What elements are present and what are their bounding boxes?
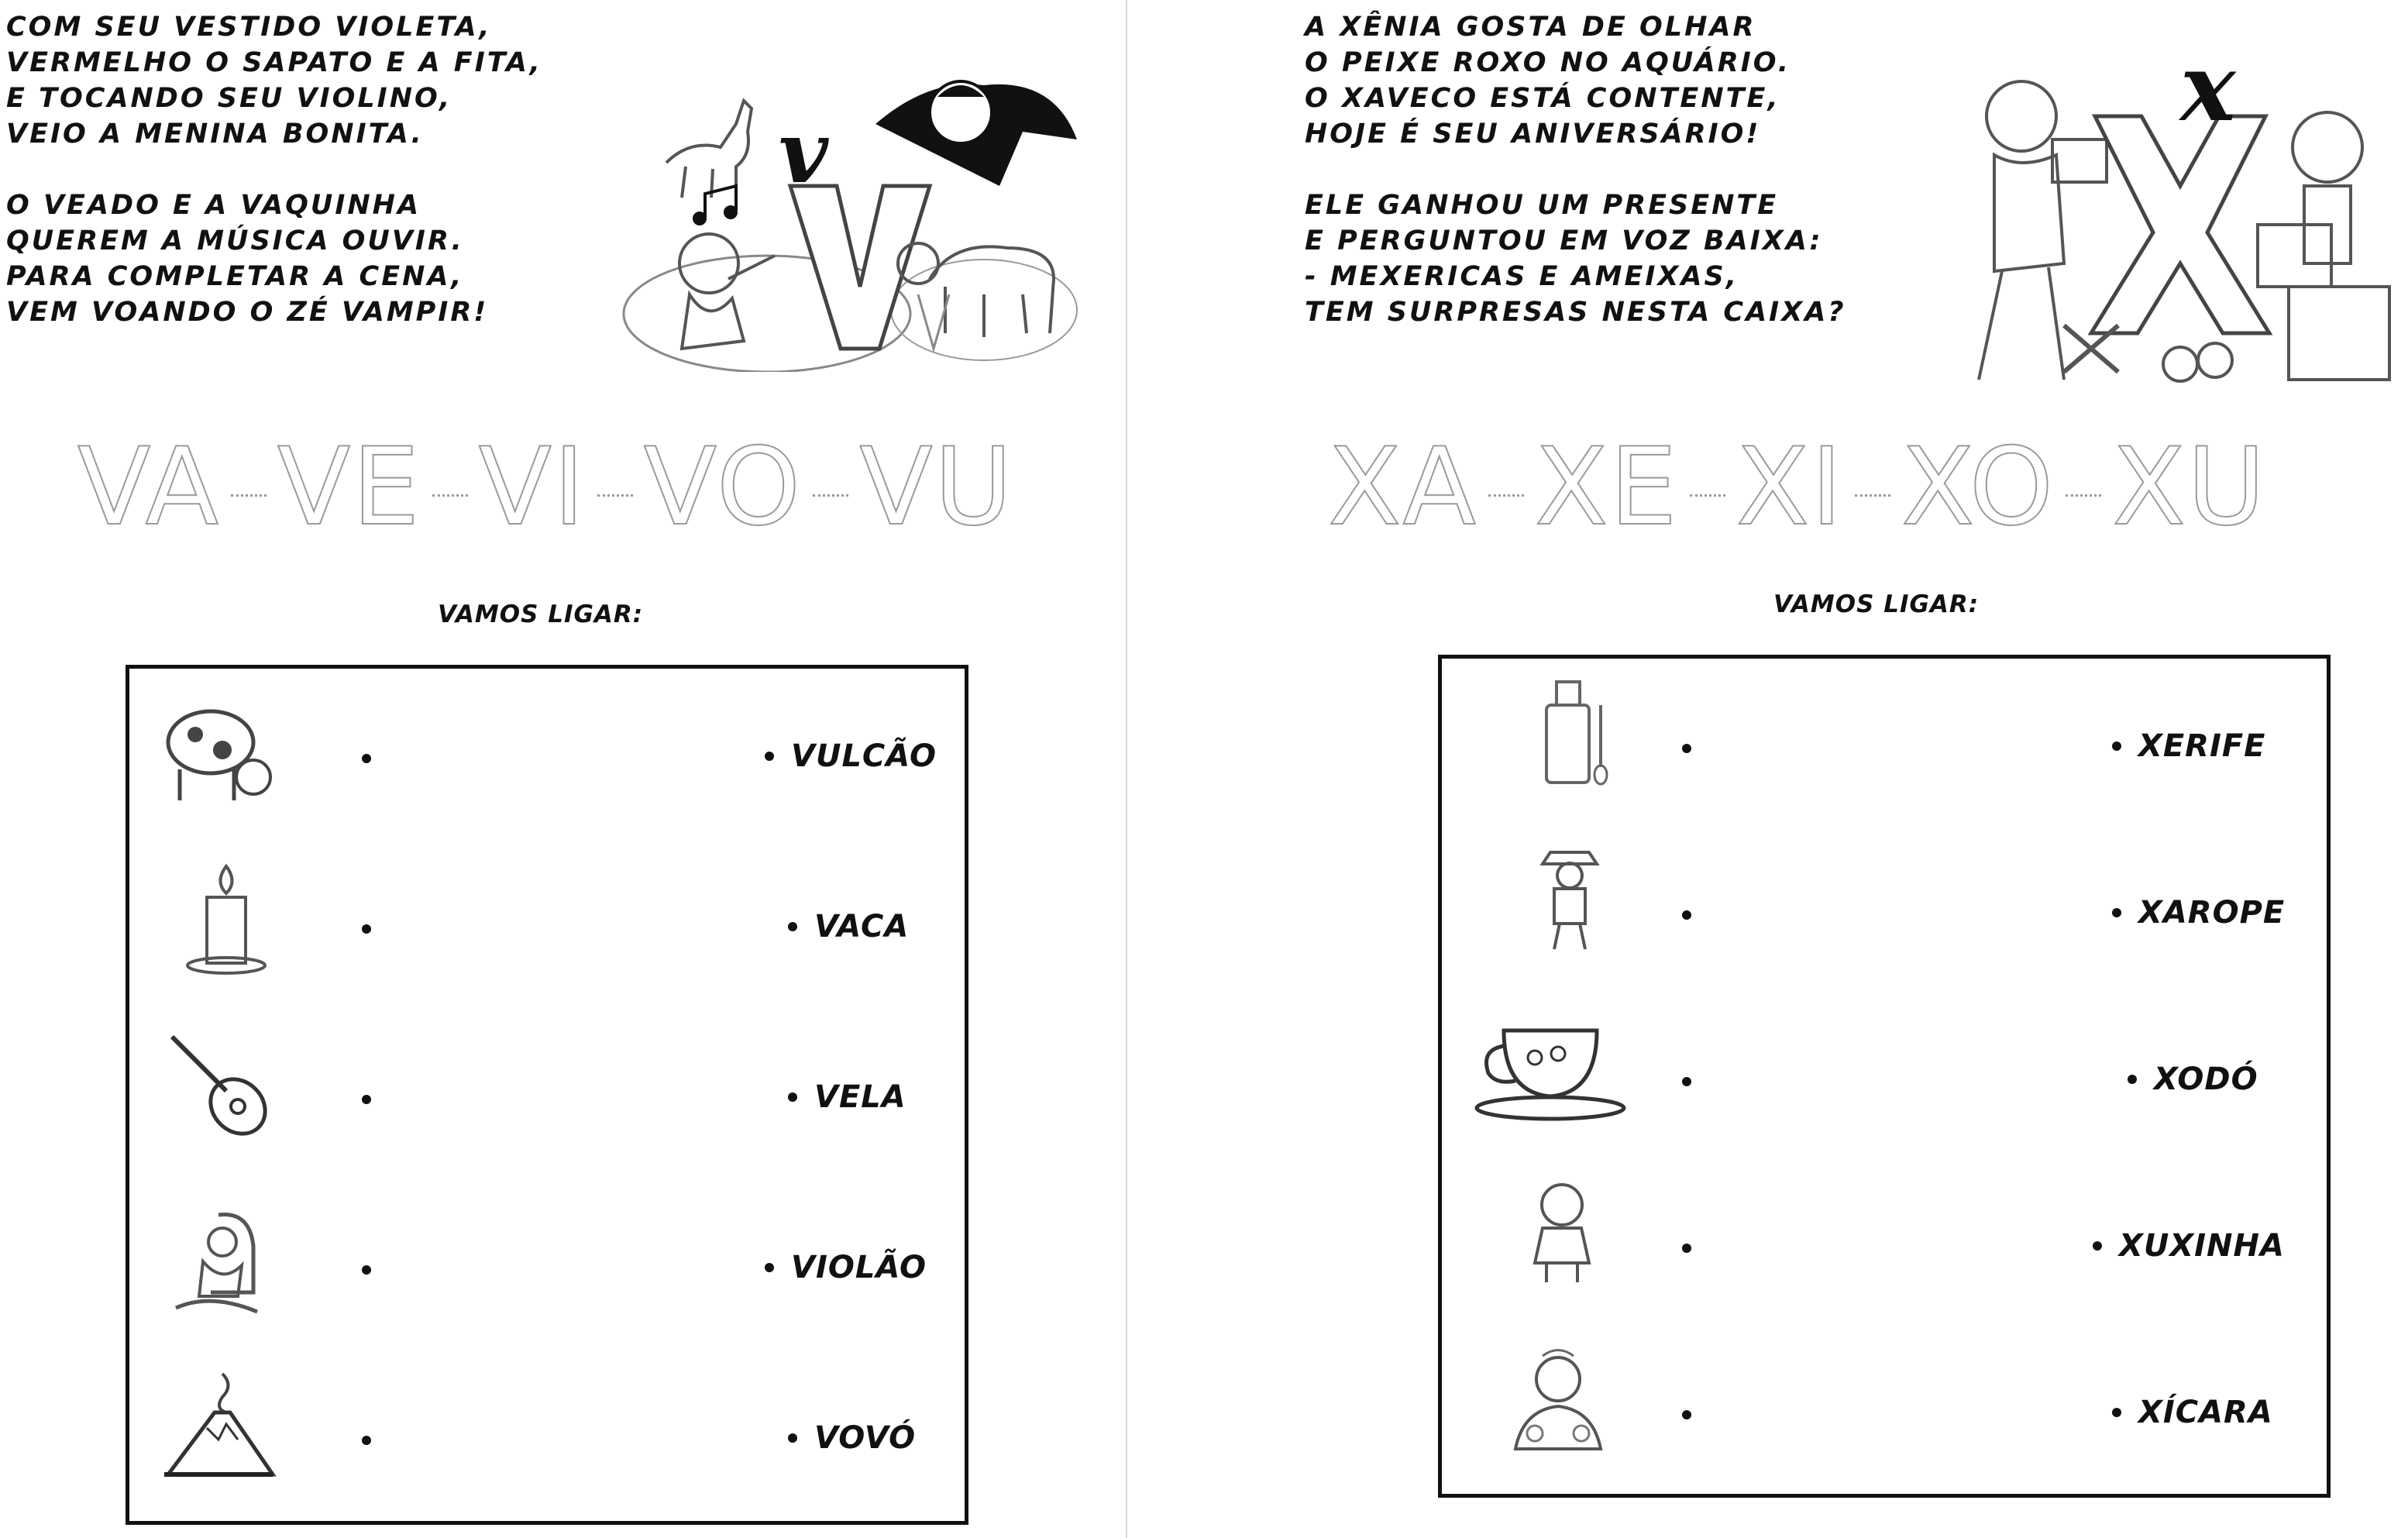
- darling-child-icon: [1500, 1340, 1616, 1457]
- matching-row: [1442, 674, 2327, 829]
- right-connect-dot[interactable]: [788, 1092, 797, 1102]
- exercise-heading: VAMOS LIGAR:: [1773, 590, 1980, 618]
- word-label: VELA: [814, 1079, 906, 1115]
- poem-line: QUEREM A MÚSICA OUVIR.: [6, 225, 464, 256]
- poem-line: O VEADO E A VAQUINHA: [6, 190, 421, 221]
- poem-v: [6, 9, 542, 330]
- right-connect-dot[interactable]: [765, 1263, 774, 1272]
- word-label: VACA: [814, 909, 910, 944]
- syllable-tracing-row: [77, 425, 1014, 549]
- right-connect-dot[interactable]: [788, 1433, 797, 1443]
- sheriff-icon: [1512, 841, 1628, 957]
- left-connect-dot[interactable]: [1682, 1244, 1691, 1253]
- word-option[interactable]: [2112, 895, 2285, 931]
- candle-icon: [168, 858, 284, 975]
- left-connect-dot[interactable]: [362, 754, 371, 763]
- right-connect-dot[interactable]: [2093, 1241, 2102, 1251]
- letter-x-illustration: [1948, 31, 2405, 411]
- word-option[interactable]: [2112, 1395, 2273, 1430]
- teacup-icon: [1473, 1007, 1628, 1123]
- word-label: XAROPE: [2138, 895, 2286, 931]
- poem-line: VEM VOANDO O ZÉ VAMPIR!: [6, 297, 489, 328]
- word-label: VOVÓ: [814, 1420, 917, 1456]
- poem-x: [1305, 9, 1846, 330]
- word-label: VIOLÃO: [791, 1250, 927, 1285]
- volcano-icon: [160, 1366, 277, 1482]
- syllable: VO: [643, 425, 803, 549]
- right-connect-dot[interactable]: [2112, 1408, 2121, 1417]
- cursive-letter: x: [2180, 33, 2236, 143]
- syrup-bottle-icon: [1512, 674, 1628, 790]
- left-connect-dot[interactable]: [1682, 1077, 1691, 1086]
- matching-row: [1442, 841, 2327, 996]
- syllable: XE: [1534, 425, 1679, 549]
- dotted-dash: [1690, 494, 1725, 497]
- dotted-dash: [813, 494, 848, 497]
- poem-line: E TOCANDO SEU VIOLINO,: [6, 83, 452, 114]
- matching-row: [129, 1196, 965, 1350]
- right-connect-dot[interactable]: [2112, 741, 2121, 751]
- poem-line: O XAVECO ESTÁ CONTENTE,: [1305, 83, 1780, 114]
- word-label: XODÓ: [2154, 1061, 2258, 1097]
- word-option[interactable]: [788, 1420, 916, 1456]
- matching-exercise-box: [1438, 655, 2331, 1498]
- poem-line: VERMELHO O SAPATO E A FITA,: [6, 47, 542, 78]
- syllable: VE: [277, 425, 421, 549]
- cursive-letter: v: [779, 102, 828, 202]
- dotted-dash: [597, 494, 633, 497]
- matching-row: [129, 1025, 965, 1180]
- poem-line: E PERGUNTOU EM VOZ BAIXA:: [1305, 225, 1823, 256]
- syllable: XI: [1735, 425, 1844, 549]
- word-option[interactable]: [788, 909, 909, 944]
- syllable: XU: [2112, 425, 2267, 549]
- dotted-dash: [1855, 494, 1890, 497]
- poem-line: TEM SURPRESAS NESTA CAIXA?: [1305, 297, 1846, 328]
- dotted-dash: [432, 494, 468, 497]
- left-connect-dot[interactable]: [362, 1095, 371, 1104]
- word-label: VULCÃO: [791, 738, 937, 774]
- left-connect-dot[interactable]: [1682, 1410, 1691, 1419]
- worksheet-letter-x: [1204, 0, 2408, 1538]
- dotted-dash: [2066, 494, 2101, 497]
- word-option[interactable]: [2093, 1228, 2285, 1264]
- syllable: XA: [1328, 425, 1477, 549]
- letter-v-illustration: [620, 31, 1085, 372]
- exercise-heading: VAMOS LIGAR:: [438, 600, 644, 628]
- left-connect-dot[interactable]: [362, 924, 371, 934]
- right-connect-dot[interactable]: [2112, 908, 2121, 917]
- left-connect-dot[interactable]: [362, 1436, 371, 1445]
- dotted-dash: [1488, 494, 1524, 497]
- syllable: VA: [77, 425, 220, 549]
- cow-icon: [160, 692, 277, 808]
- poem-line: - MEXERICAS E AMEIXAS,: [1305, 261, 1739, 292]
- poem-line: COM SEU VESTIDO VIOLETA,: [6, 12, 492, 43]
- word-option[interactable]: [765, 738, 937, 774]
- syllable: VI: [478, 425, 587, 549]
- matching-exercise-box: [126, 665, 968, 1525]
- grandma-icon: [164, 1199, 280, 1316]
- matching-row: [1442, 1174, 2327, 1329]
- dotted-dash: [231, 494, 267, 497]
- left-connect-dot[interactable]: [1682, 910, 1691, 920]
- syllable: VU: [859, 425, 1014, 549]
- poem-line: VEIO A MENINA BONITA.: [6, 119, 424, 150]
- right-connect-dot[interactable]: [765, 752, 774, 761]
- matching-row: [129, 1366, 965, 1521]
- poem-line: PARA COMPLETAR A CENA,: [6, 261, 464, 292]
- girl-icon: [1504, 1174, 1620, 1290]
- word-label: XERIFE: [2138, 728, 2266, 764]
- guitar-icon: [164, 1029, 280, 1145]
- word-option[interactable]: [788, 1079, 906, 1115]
- poem-line: O PEIXE ROXO NO AQUÁRIO.: [1305, 47, 1791, 78]
- word-option[interactable]: [2112, 728, 2266, 764]
- word-option[interactable]: [765, 1250, 927, 1285]
- right-connect-dot[interactable]: [788, 922, 797, 931]
- left-connect-dot[interactable]: [1682, 744, 1691, 753]
- word-label: XÍCARA: [2138, 1395, 2273, 1430]
- syllable: XO: [1901, 425, 2055, 549]
- right-connect-dot[interactable]: [2128, 1075, 2137, 1084]
- syllable-tracing-row: [1328, 425, 2267, 549]
- word-label: XUXINHA: [2119, 1228, 2285, 1264]
- matching-row: [129, 855, 965, 1010]
- word-option[interactable]: [2128, 1061, 2258, 1097]
- left-connect-dot[interactable]: [362, 1265, 371, 1275]
- matching-row: [129, 684, 965, 839]
- poem-line: HOJE É SEU ANIVERSÁRIO!: [1305, 119, 1761, 150]
- matching-row: [1442, 1340, 2327, 1495]
- matching-row: [1442, 1007, 2327, 1162]
- poem-line: A XÊNIA GOSTA DE OLHAR: [1305, 12, 1756, 43]
- poem-line: ELE GANHOU UM PRESENTE: [1305, 190, 1779, 221]
